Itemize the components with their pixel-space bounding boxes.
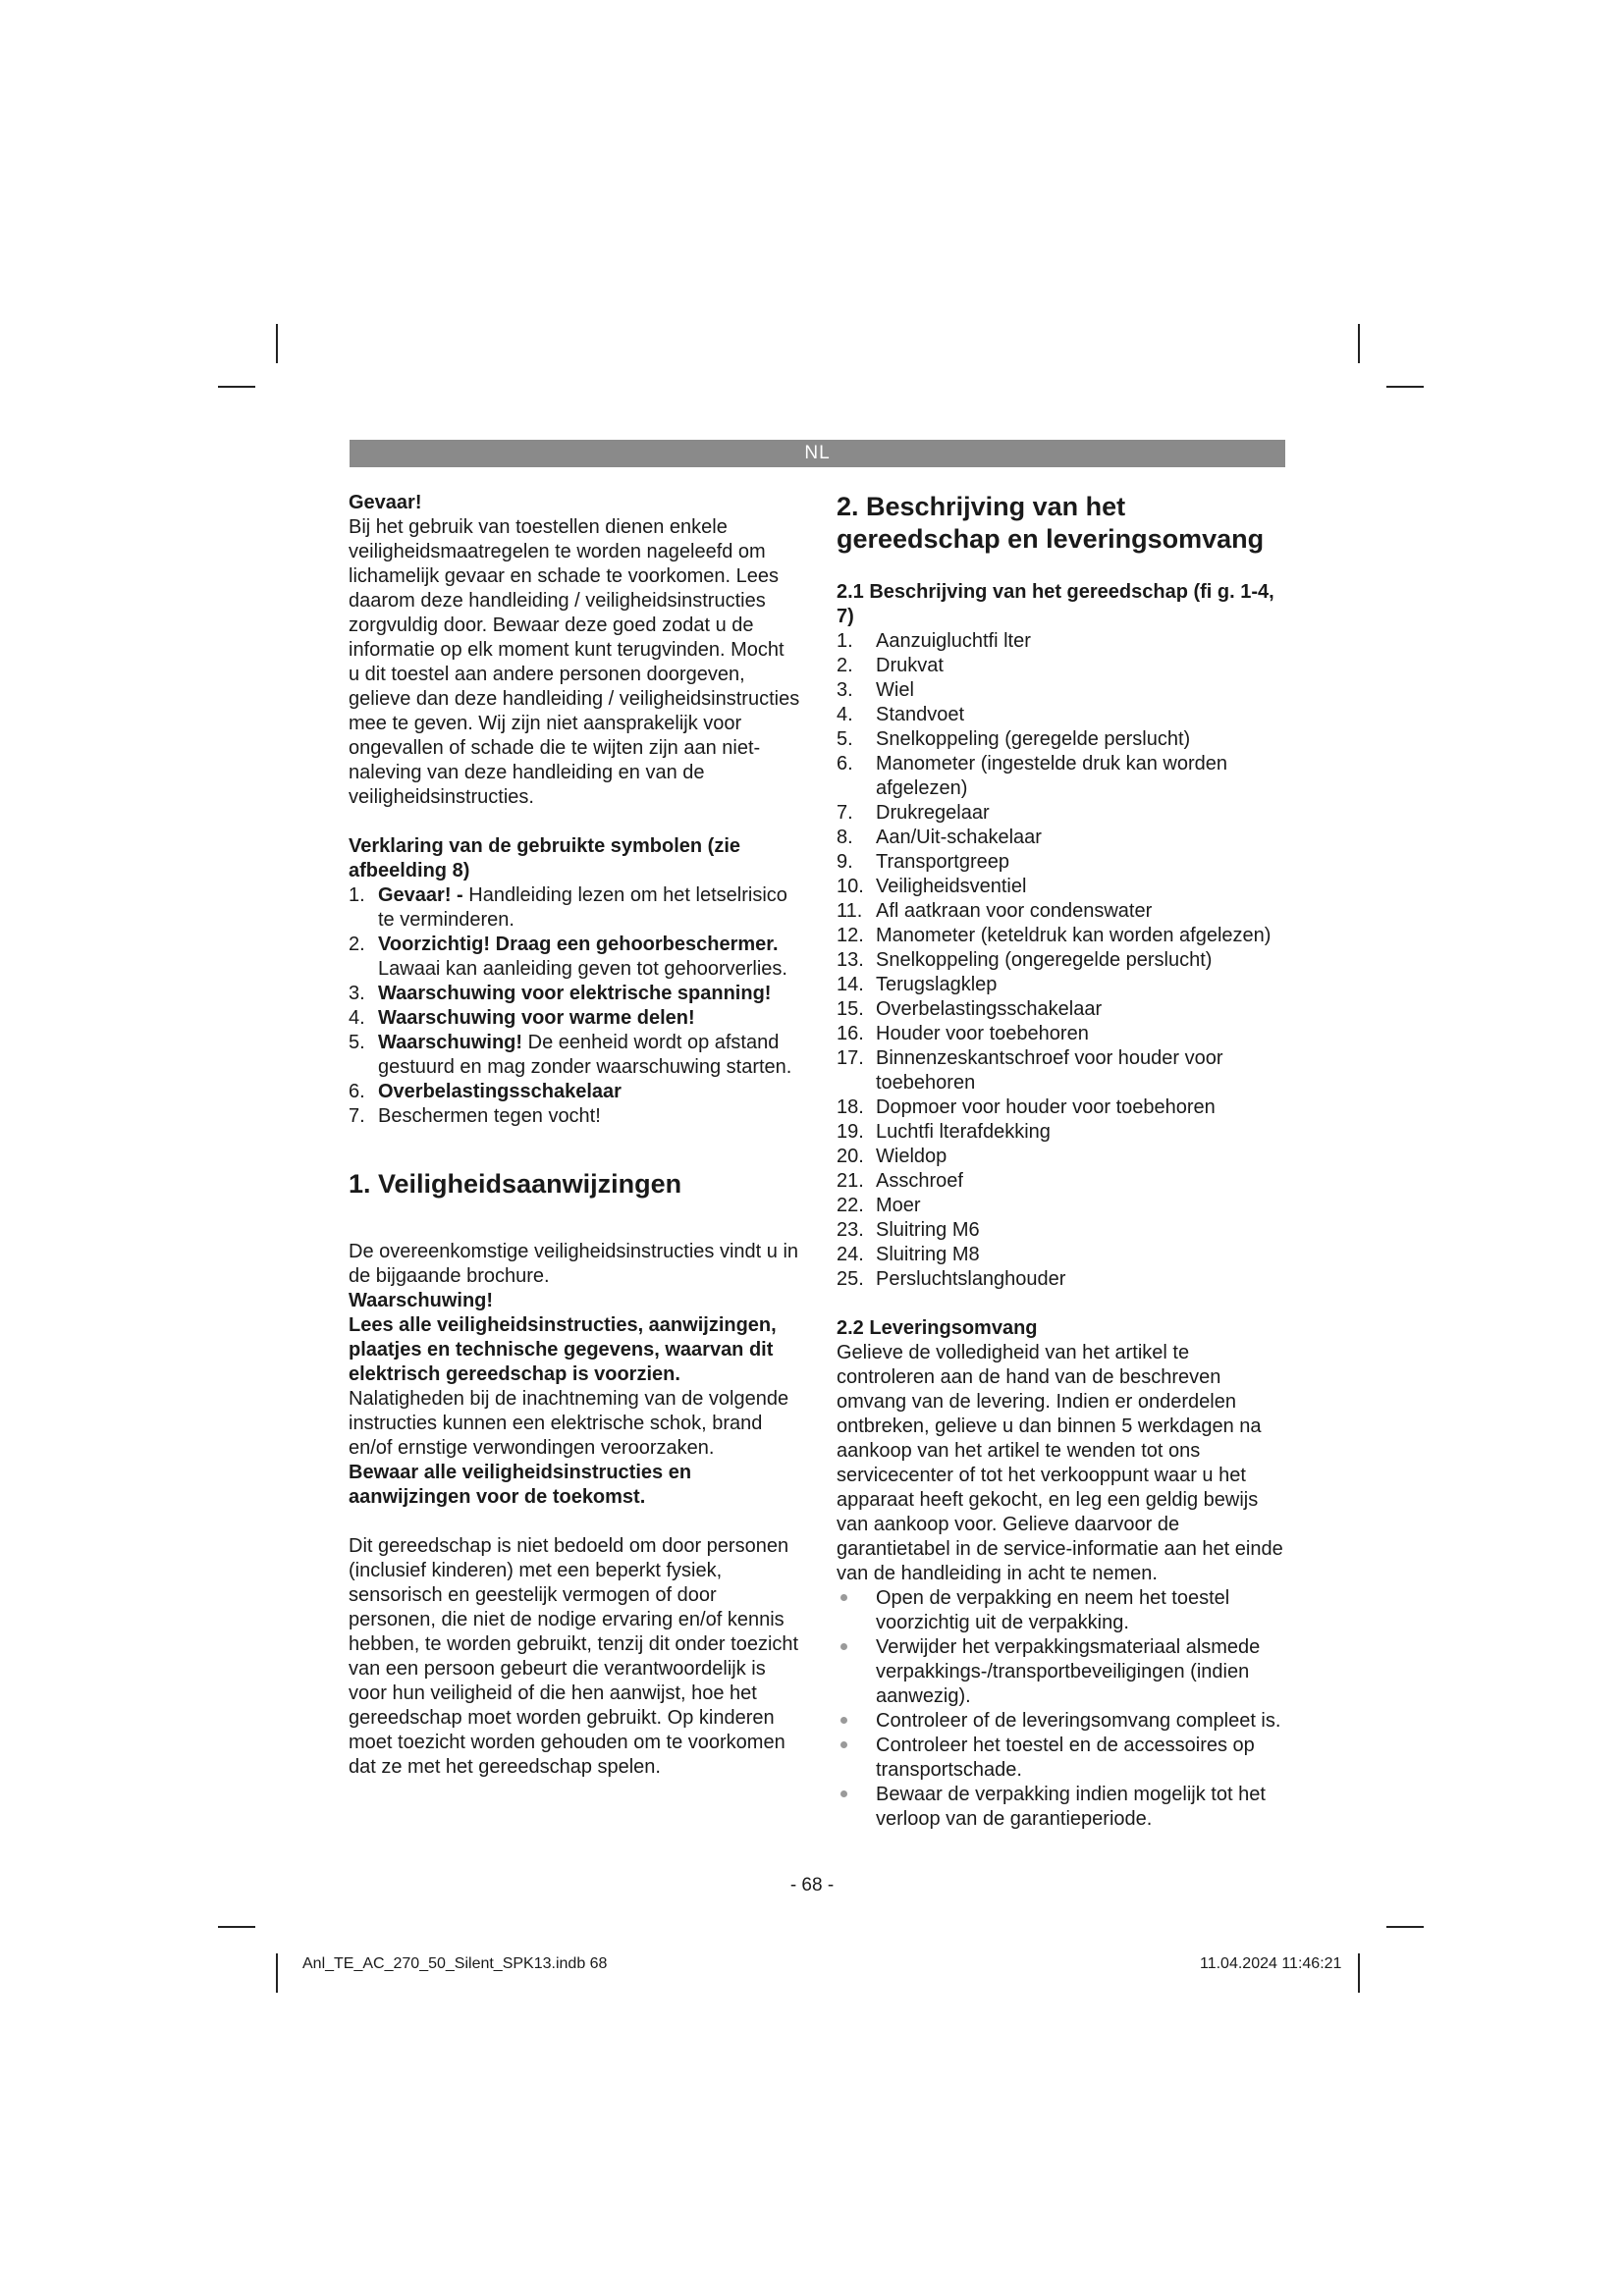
symbol-text: De eenheid wordt op afstand gestuurd en mag zonder waarschuwing starten. xyxy=(378,1032,792,1078)
symbol-number: 2. xyxy=(349,934,365,955)
part-number: 10. xyxy=(837,876,864,897)
section1-paragraph: Dit gereedschap is niet bedoeld om door personen (inclusief kinderen) met een beperkt fysiek, sensorisch en geestelijk vermogen of door personen, die niet de nodige ervaring en/of kennis hebben, te worden gebruikt, tenzij dit onder toezicht van een persoon gebeurt die verantwoordelijk is voor hun veiligheid of die hen aanwijst, hoe het gereedschap moet worden gebruikt. Op kinderen moet toezicht worden gehouden om te voorkomen dat ze met het gereedschap spelen. xyxy=(349,1535,799,1778)
part-label: Drukregelaar xyxy=(876,802,990,824)
part-label: Snelkoppeling (ongeregelde perslucht) xyxy=(876,949,1213,971)
crop-mark xyxy=(218,386,255,388)
part-number: 16. xyxy=(837,1023,864,1044)
footer-datetime: 11.04.2024 11:46:21 xyxy=(1200,1955,1342,1972)
part-number: 11. xyxy=(837,900,863,922)
symbol-item xyxy=(349,1104,800,1129)
part-item xyxy=(837,654,1288,678)
part-label: Wiel xyxy=(876,679,914,701)
symbol-number: 7. xyxy=(349,1105,365,1127)
part-number: 17. xyxy=(837,1047,864,1069)
symbol-text: Beschermen tegen vocht! xyxy=(378,1105,601,1127)
checklist-item xyxy=(837,1783,1288,1832)
bullet-icon xyxy=(840,1594,847,1601)
part-number: 18. xyxy=(837,1096,864,1118)
part-item xyxy=(837,973,1288,997)
part-label: Drukvat xyxy=(876,655,944,676)
danger-title: Gevaar! xyxy=(349,492,422,513)
bullet-icon xyxy=(840,1741,847,1748)
symbol-text: Handleiding lezen om het letselrisico te verminderen. xyxy=(378,884,787,931)
part-label: Transportgreep xyxy=(876,851,1009,873)
symbol-bold: Overbelastingsschakelaar xyxy=(378,1081,622,1102)
crop-mark xyxy=(1386,1926,1424,1928)
section1-text: Nalatigheden bij de inachtneming van de volgende instructies kunnen een elektrische schok, brand en/of ernstige verwondingen veroorzaken. xyxy=(349,1388,789,1459)
language-header-bar: NL xyxy=(350,440,1285,467)
part-item xyxy=(837,1218,1288,1243)
checklist-text: Controleer het toestel en de accessoires op transportschade. xyxy=(876,1735,1255,1781)
part-item xyxy=(837,850,1288,875)
part-item xyxy=(837,875,1288,899)
part-number: 12. xyxy=(837,925,864,946)
section22-text: Gelieve de volledigheid van het artikel te controleren aan de hand van de beschreven omvang van de levering. Indien er onderdelen ontbreken, gelieve u dan binnen 5 werkdagen na aankoop van het artikel te wenden tot ons servicecenter of tot het verkooppunt waar u het apparaat heeft gekocht, en leg een geldig bewijs van aankoop voor. Gelieve daarvoor de garantietabel in de service-informatie aan het einde van de handleiding in acht te nemen. xyxy=(837,1342,1283,1584)
part-item xyxy=(837,1095,1288,1120)
symbol-number: 4. xyxy=(349,1007,365,1029)
symbol-item xyxy=(349,1006,800,1031)
page-number: - 68 - xyxy=(789,1875,835,1896)
section2-title: 2. Beschrijving van het gereedschap en leveringsomvang xyxy=(837,492,1265,554)
part-item xyxy=(837,997,1288,1022)
part-label: Aan/Uit-schakelaar xyxy=(876,827,1042,848)
symbols-list xyxy=(349,883,800,1129)
part-number: 5. xyxy=(837,728,853,750)
part-item xyxy=(837,924,1288,948)
part-number: 21. xyxy=(837,1170,864,1192)
part-number: 6. xyxy=(837,753,853,774)
section1-intro: De overeenkomstige veiligheidsinstructies vindt u in de bijgaande brochure. xyxy=(349,1241,799,1287)
part-item xyxy=(837,948,1288,973)
checklist xyxy=(837,1586,1288,1832)
part-label: Afl aatkraan voor condenswater xyxy=(876,900,1153,922)
checklist-item xyxy=(837,1635,1288,1709)
part-item xyxy=(837,899,1288,924)
part-label: Snelkoppeling (geregelde perslucht) xyxy=(876,728,1191,750)
section22-title: 2.2 Leveringsomvang xyxy=(837,1317,1038,1339)
part-number: 14. xyxy=(837,974,864,995)
part-number: 7. xyxy=(837,802,853,824)
bullet-icon xyxy=(840,1643,847,1650)
symbol-number: 1. xyxy=(349,884,365,906)
part-number: 24. xyxy=(837,1244,864,1265)
part-number: 15. xyxy=(837,998,864,1020)
checklist-item xyxy=(837,1709,1288,1734)
part-label: Persluchtslanghouder xyxy=(876,1268,1066,1290)
part-label: Moer xyxy=(876,1195,921,1216)
part-label: Manometer (keteldruk kan worden afgelezen) xyxy=(876,925,1272,946)
part-item xyxy=(837,1169,1288,1194)
part-number: 22. xyxy=(837,1195,864,1216)
part-label: Aanzuigluchtfi lter xyxy=(876,630,1031,652)
bullet-icon xyxy=(840,1717,847,1724)
part-number: 8. xyxy=(837,827,853,848)
part-item xyxy=(837,703,1288,727)
symbol-item xyxy=(349,933,800,982)
part-label: Veiligheidsventiel xyxy=(876,876,1027,897)
symbol-number: 5. xyxy=(349,1032,365,1053)
part-label: Asschroef xyxy=(876,1170,963,1192)
section1-bold-text-2: Bewaar alle veiligheidsinstructies en aanwijzingen voor de toekomst. xyxy=(349,1462,692,1508)
part-number: 2. xyxy=(837,655,853,676)
part-item xyxy=(837,826,1288,850)
checklist-text: Verwijder het verpakkingsmateriaal alsmede verpakkings-/transportbeveiligingen (indien aanwezig). xyxy=(876,1636,1261,1707)
checklist-text: Bewaar de verpakking indien mogelijk tot het verloop van de garantieperiode. xyxy=(876,1784,1266,1830)
crop-mark xyxy=(218,1926,255,1928)
checklist-item xyxy=(837,1586,1288,1635)
symbols-title: Verklaring van de gebruikte symbolen (zie afbeelding 8) xyxy=(349,835,741,881)
symbol-number: 6. xyxy=(349,1081,365,1102)
symbol-bold: Waarschuwing voor elektrische spanning! xyxy=(378,983,772,1004)
part-item xyxy=(837,678,1288,703)
parts-list xyxy=(837,629,1288,1292)
part-label: Manometer (ingestelde druk kan worden afgelezen) xyxy=(876,753,1227,799)
part-label: Wieldop xyxy=(876,1146,947,1167)
part-number: 25. xyxy=(837,1268,864,1290)
left-column xyxy=(349,491,800,1780)
part-item xyxy=(837,1022,1288,1046)
part-label: Standvoet xyxy=(876,704,965,725)
symbol-item xyxy=(349,1080,800,1104)
part-item xyxy=(837,1120,1288,1145)
part-item xyxy=(837,1194,1288,1218)
part-item xyxy=(837,1243,1288,1267)
crop-mark xyxy=(1386,386,1424,388)
part-number: 1. xyxy=(837,630,853,652)
part-number: 4. xyxy=(837,704,853,725)
footer-file: Anl_TE_AC_270_50_Silent_SPK13.indb 68 xyxy=(302,1955,608,1972)
part-item xyxy=(837,1145,1288,1169)
section1-bold-text: Lees alle veiligheidsinstructies, aanwijzingen, plaatjes en technische gegevens, waarvan dit elektrisch gereedschap is voorzien. xyxy=(349,1314,777,1385)
part-label: Luchtfi lterafdekking xyxy=(876,1121,1051,1143)
symbol-bold: Waarschuwing! xyxy=(378,1032,523,1053)
bullet-icon xyxy=(840,1790,847,1797)
part-number: 19. xyxy=(837,1121,864,1143)
symbol-text: Lawaai kan aanleiding geven tot gehoorverlies. xyxy=(378,958,787,980)
section1-title: 1. Veiligheidsaanwijzingen xyxy=(349,1169,682,1199)
part-item xyxy=(837,752,1288,801)
part-item xyxy=(837,727,1288,752)
right-column xyxy=(837,491,1288,1832)
part-label: Sluitring M6 xyxy=(876,1219,980,1241)
part-label: Houder voor toebehoren xyxy=(876,1023,1089,1044)
crop-mark xyxy=(1358,1953,1360,1993)
part-number: 20. xyxy=(837,1146,864,1167)
crop-mark xyxy=(1358,324,1360,363)
danger-text: Bij het gebruik van toestellen dienen enkele veiligheidsmaatregelen te worden nageleefd om lichamelijk gevaar en schade te voorkomen. Lees daarom deze handleiding / veiligheidsinstructies zorgvuldig door. Bewaar deze goed zodat u de informatie op elk moment kunt terugvinden. Mocht u dit toestel aan andere personen doorgeven, gelieve dan deze handleiding / veiligheidsinstructies mee te geven. Wij zijn niet aansprakelijk voor ongevallen of schade die te wijten zijn aan niet-naleving van deze handleiding en van de veiligheidsinstructies. xyxy=(349,516,800,808)
part-number: 9. xyxy=(837,851,853,873)
checklist-text: Open de verpakking en neem het toestel voorzichtig uit de verpakking. xyxy=(876,1587,1230,1633)
checklist-item xyxy=(837,1734,1288,1783)
part-label: Sluitring M8 xyxy=(876,1244,980,1265)
symbol-item xyxy=(349,982,800,1006)
part-label: Dopmoer voor houder voor toebehoren xyxy=(876,1096,1216,1118)
part-number: 3. xyxy=(837,679,853,701)
section21-title: 2.1 Beschrijving van het gereedschap (fi g. 1-4, 7) xyxy=(837,581,1274,627)
part-label: Overbelastingsschakelaar xyxy=(876,998,1103,1020)
part-item xyxy=(837,629,1288,654)
symbol-bold: Waarschuwing voor warme delen! xyxy=(378,1007,695,1029)
part-item xyxy=(837,1267,1288,1292)
crop-mark xyxy=(276,324,278,363)
part-number: 23. xyxy=(837,1219,864,1241)
part-label: Terugslagklep xyxy=(876,974,998,995)
symbol-bold: Voorzichtig! Draag een gehoorbeschermer. xyxy=(378,934,779,955)
symbol-number: 3. xyxy=(349,983,365,1004)
part-item xyxy=(837,801,1288,826)
part-number: 13. xyxy=(837,949,864,971)
section1-warning: Waarschuwing! xyxy=(349,1290,494,1311)
symbol-bold: Gevaar! - xyxy=(378,884,463,906)
symbol-item xyxy=(349,1031,800,1080)
crop-mark xyxy=(276,1953,278,1993)
symbol-item xyxy=(349,883,800,933)
checklist-text: Controleer of de leveringsomvang compleet is. xyxy=(876,1710,1281,1732)
part-item xyxy=(837,1046,1288,1095)
part-label: Binnenzeskantschroef voor houder voor toebehoren xyxy=(876,1047,1223,1094)
